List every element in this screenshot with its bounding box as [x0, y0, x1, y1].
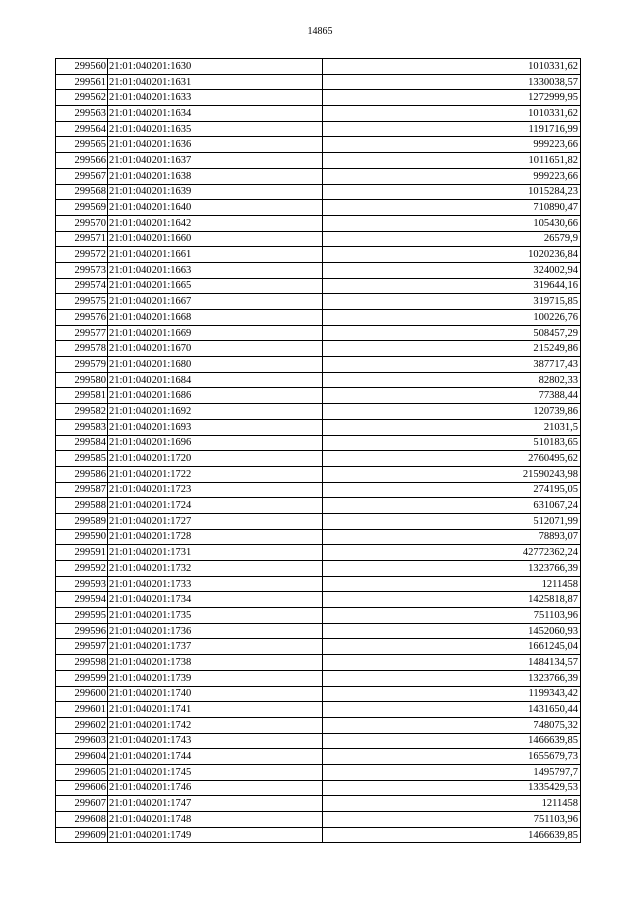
- cadastral-value-cell: 274195,05: [323, 482, 581, 498]
- cadastral-value-cell: 1272999,95: [323, 90, 581, 106]
- cadastral-number-cell: 21:01:040201:1638: [108, 168, 323, 184]
- cadastral-value-cell: 1425818,87: [323, 592, 581, 608]
- cadastral-number-cell: 21:01:040201:1749: [108, 827, 323, 843]
- cadastral-number-cell: 21:01:040201:1634: [108, 106, 323, 122]
- cadastral-number-cell: 21:01:040201:1669: [108, 325, 323, 341]
- cadastral-value-cell: 1335429,53: [323, 780, 581, 796]
- row-number-cell: 299571: [56, 231, 108, 247]
- row-number-cell: 299560: [56, 59, 108, 75]
- table-row: [56, 294, 581, 310]
- row-number-cell: 299561: [56, 74, 108, 90]
- cadastral-value-cell: 1323766,39: [323, 561, 581, 577]
- row-number-cell: 299566: [56, 153, 108, 169]
- cadastral-number-cell: 21:01:040201:1727: [108, 513, 323, 529]
- table-row: [56, 466, 581, 482]
- cadastral-value-cell: 1211458: [323, 796, 581, 812]
- table-row: [56, 592, 581, 608]
- cadastral-value-cell: 748075,32: [323, 717, 581, 733]
- row-number-cell: 299597: [56, 639, 108, 655]
- cadastral-value-cell: 78893,07: [323, 529, 581, 545]
- row-number-cell: 299587: [56, 482, 108, 498]
- row-number-cell: 299601: [56, 702, 108, 718]
- cadastral-value-cell: 510183,65: [323, 435, 581, 451]
- cadastral-number-cell: 21:01:040201:1733: [108, 576, 323, 592]
- cadastral-number-cell: 21:01:040201:1668: [108, 310, 323, 326]
- cadastral-value-cell: 1010331,62: [323, 106, 581, 122]
- cadastral-number-cell: 21:01:040201:1684: [108, 372, 323, 388]
- row-number-cell: 299608: [56, 812, 108, 828]
- cadastral-value-cell: 2760495,62: [323, 451, 581, 467]
- cadastral-value-cell: 751103,96: [323, 608, 581, 624]
- row-number-cell: 299600: [56, 686, 108, 702]
- table-row: [56, 341, 581, 357]
- cadastral-value-cell: 77388,44: [323, 388, 581, 404]
- table-row: [56, 247, 581, 263]
- table-row: [56, 215, 581, 231]
- cadastral-number-cell: 21:01:040201:1728: [108, 529, 323, 545]
- table-row: [56, 435, 581, 451]
- cadastral-number-cell: 21:01:040201:1686: [108, 388, 323, 404]
- row-number-cell: 299595: [56, 608, 108, 624]
- table-row: [56, 325, 581, 341]
- cadastral-value-cell: 512071,99: [323, 513, 581, 529]
- table-row: [56, 59, 581, 75]
- cadastral-value-cell: 21031,5: [323, 419, 581, 435]
- row-number-cell: 299574: [56, 278, 108, 294]
- cadastral-number-cell: 21:01:040201:1670: [108, 341, 323, 357]
- cadastral-value-cell: 999223,66: [323, 137, 581, 153]
- cadastral-value-cell: 508457,29: [323, 325, 581, 341]
- cadastral-value-cell: 100226,76: [323, 310, 581, 326]
- cadastral-number-cell: 21:01:040201:1640: [108, 200, 323, 216]
- table-row: [56, 608, 581, 624]
- row-number-cell: 299572: [56, 247, 108, 263]
- table-row: [56, 764, 581, 780]
- table-row: [56, 184, 581, 200]
- cadastral-value-cell: 319644,16: [323, 278, 581, 294]
- cadastral-value-cell: 105430,66: [323, 215, 581, 231]
- table-body: [56, 59, 581, 843]
- cadastral-number-cell: 21:01:040201:1724: [108, 498, 323, 514]
- table-row: [56, 278, 581, 294]
- row-number-cell: 299564: [56, 121, 108, 137]
- row-number-cell: 299583: [56, 419, 108, 435]
- cadastral-number-cell: 21:01:040201:1731: [108, 545, 323, 561]
- table-row: [56, 639, 581, 655]
- table-row: [56, 137, 581, 153]
- cadastral-value-cell: 21590243,98: [323, 466, 581, 482]
- cadastral-number-cell: 21:01:040201:1692: [108, 404, 323, 420]
- table-row: [56, 513, 581, 529]
- cadastral-number-cell: 21:01:040201:1743: [108, 733, 323, 749]
- cadastral-value-cell: 1330038,57: [323, 74, 581, 90]
- cadastral-value-cell: 1199343,42: [323, 686, 581, 702]
- table-row: [56, 529, 581, 545]
- row-number-cell: 299591: [56, 545, 108, 561]
- cadastral-number-cell: 21:01:040201:1636: [108, 137, 323, 153]
- cadastral-value-cell: 751103,96: [323, 812, 581, 828]
- cadastral-number-cell: 21:01:040201:1735: [108, 608, 323, 624]
- row-number-cell: 299606: [56, 780, 108, 796]
- cadastral-number-cell: 21:01:040201:1736: [108, 623, 323, 639]
- row-number-cell: 299607: [56, 796, 108, 812]
- table-row: [56, 357, 581, 373]
- cadastral-number-cell: 21:01:040201:1744: [108, 749, 323, 765]
- cadastral-number-cell: 21:01:040201:1748: [108, 812, 323, 828]
- cadastral-value-cell: 1011651,82: [323, 153, 581, 169]
- cadastral-number-cell: 21:01:040201:1747: [108, 796, 323, 812]
- table-row: [56, 498, 581, 514]
- table-row: [56, 231, 581, 247]
- row-number-cell: 299586: [56, 466, 108, 482]
- row-number-cell: 299603: [56, 733, 108, 749]
- cadastral-value-cell: 215249,86: [323, 341, 581, 357]
- cadastral-number-cell: 21:01:040201:1630: [108, 59, 323, 75]
- table-row: [56, 561, 581, 577]
- cadastral-number-cell: 21:01:040201:1742: [108, 717, 323, 733]
- cadastral-value-cell: 82802,33: [323, 372, 581, 388]
- row-number-cell: 299602: [56, 717, 108, 733]
- cadastral-value-cell: 324002,94: [323, 262, 581, 278]
- row-number-cell: 299573: [56, 262, 108, 278]
- table-row: [56, 576, 581, 592]
- table-row: [56, 168, 581, 184]
- table-row: [56, 262, 581, 278]
- cadastral-value-cell: 1484134,57: [323, 655, 581, 671]
- row-number-cell: 299565: [56, 137, 108, 153]
- table-row: [56, 451, 581, 467]
- cadastral-number-cell: 21:01:040201:1631: [108, 74, 323, 90]
- cadastral-number-cell: 21:01:040201:1663: [108, 262, 323, 278]
- row-number-cell: 299596: [56, 623, 108, 639]
- cadastral-value-cell: 26579,9: [323, 231, 581, 247]
- table-row: [56, 90, 581, 106]
- row-number-cell: 299567: [56, 168, 108, 184]
- cadastral-number-cell: 21:01:040201:1633: [108, 90, 323, 106]
- row-number-cell: 299562: [56, 90, 108, 106]
- cadastral-value-cell: 1466639,85: [323, 827, 581, 843]
- cadastral-value-cell: 1661245,04: [323, 639, 581, 655]
- cadastral-number-cell: 21:01:040201:1741: [108, 702, 323, 718]
- cadastral-number-cell: 21:01:040201:1738: [108, 655, 323, 671]
- cadastral-number-cell: 21:01:040201:1639: [108, 184, 323, 200]
- row-number-cell: 299589: [56, 513, 108, 529]
- table-row: [56, 310, 581, 326]
- table-row: [56, 482, 581, 498]
- cadastral-number-cell: 21:01:040201:1635: [108, 121, 323, 137]
- cadastral-number-cell: 21:01:040201:1642: [108, 215, 323, 231]
- cadastral-number-cell: 21:01:040201:1732: [108, 561, 323, 577]
- table-row: [56, 686, 581, 702]
- cadastral-value-cell: 1452060,93: [323, 623, 581, 639]
- table-row: [56, 121, 581, 137]
- row-number-cell: 299569: [56, 200, 108, 216]
- table-row: [56, 623, 581, 639]
- cadastral-number-cell: 21:01:040201:1745: [108, 764, 323, 780]
- cadastral-value-cell: 710890,47: [323, 200, 581, 216]
- table-row: [56, 404, 581, 420]
- row-number-cell: 299598: [56, 655, 108, 671]
- cadastral-number-cell: 21:01:040201:1693: [108, 419, 323, 435]
- row-number-cell: 299577: [56, 325, 108, 341]
- table-row: [56, 827, 581, 843]
- table-row: [56, 545, 581, 561]
- table-row: [56, 106, 581, 122]
- cadastral-value-cell: 1495797,7: [323, 764, 581, 780]
- row-number-cell: 299588: [56, 498, 108, 514]
- cadastral-number-cell: 21:01:040201:1660: [108, 231, 323, 247]
- cadastral-value-cell: 1015284,23: [323, 184, 581, 200]
- cadastral-number-cell: 21:01:040201:1746: [108, 780, 323, 796]
- cadastral-value-cell: 999223,66: [323, 168, 581, 184]
- row-number-cell: 299563: [56, 106, 108, 122]
- table-row: [56, 419, 581, 435]
- cadastral-value-cell: 1431650,44: [323, 702, 581, 718]
- table-row: [56, 372, 581, 388]
- cadastral-value-cell: 1191716,99: [323, 121, 581, 137]
- cadastral-number-cell: 21:01:040201:1722: [108, 466, 323, 482]
- cadastral-value-cell: 1010331,62: [323, 59, 581, 75]
- row-number-cell: 299578: [56, 341, 108, 357]
- cadastral-number-cell: 21:01:040201:1696: [108, 435, 323, 451]
- table-row: [56, 74, 581, 90]
- cadastral-number-cell: 21:01:040201:1667: [108, 294, 323, 310]
- cadastral-value-cell: 387717,43: [323, 357, 581, 373]
- row-number-cell: 299609: [56, 827, 108, 843]
- cadastral-number-cell: 21:01:040201:1737: [108, 639, 323, 655]
- row-number-cell: 299590: [56, 529, 108, 545]
- cadastral-value-cell: 1655679,73: [323, 749, 581, 765]
- row-number-cell: 299593: [56, 576, 108, 592]
- table-row: [56, 200, 581, 216]
- cadastral-number-cell: 21:01:040201:1740: [108, 686, 323, 702]
- row-number-cell: 299604: [56, 749, 108, 765]
- row-number-cell: 299584: [56, 435, 108, 451]
- table-row: [56, 655, 581, 671]
- cadastral-value-cell: 120739,86: [323, 404, 581, 420]
- cadastral-number-cell: 21:01:040201:1720: [108, 451, 323, 467]
- row-number-cell: 299575: [56, 294, 108, 310]
- row-number-cell: 299580: [56, 372, 108, 388]
- table-row: [56, 780, 581, 796]
- cadastral-number-cell: 21:01:040201:1739: [108, 670, 323, 686]
- row-number-cell: 299605: [56, 764, 108, 780]
- row-number-cell: 299579: [56, 357, 108, 373]
- cadastral-number-cell: 21:01:040201:1661: [108, 247, 323, 263]
- table-row: [56, 702, 581, 718]
- page-number: 14865: [307, 26, 333, 37]
- table-row: [56, 670, 581, 686]
- row-number-cell: 299582: [56, 404, 108, 420]
- table-row: [56, 812, 581, 828]
- row-number-cell: 299576: [56, 310, 108, 326]
- cadastral-value-cell: 1020236,84: [323, 247, 581, 263]
- cadastral-number-cell: 21:01:040201:1723: [108, 482, 323, 498]
- cadastral-number-cell: 21:01:040201:1680: [108, 357, 323, 373]
- row-number-cell: 299581: [56, 388, 108, 404]
- table-row: [56, 717, 581, 733]
- table-row: [56, 796, 581, 812]
- cadastral-value-cell: 1211458: [323, 576, 581, 592]
- cadastral-value-cell: 42772362,24: [323, 545, 581, 561]
- cadastral-number-cell: 21:01:040201:1637: [108, 153, 323, 169]
- cadastral-number-cell: 21:01:040201:1734: [108, 592, 323, 608]
- row-number-cell: 299570: [56, 215, 108, 231]
- cadastral-value-cell: 1466639,85: [323, 733, 581, 749]
- row-number-cell: 299599: [56, 670, 108, 686]
- cadastral-value-cell: 319715,85: [323, 294, 581, 310]
- row-number-cell: 299594: [56, 592, 108, 608]
- row-number-cell: 299585: [56, 451, 108, 467]
- cadastral-value-cell: 1323766,39: [323, 670, 581, 686]
- row-number-cell: 299568: [56, 184, 108, 200]
- table-row: [56, 749, 581, 765]
- row-number-cell: 299592: [56, 561, 108, 577]
- cadastral-value-cell: 631067,24: [323, 498, 581, 514]
- table-row: [56, 153, 581, 169]
- table-row: [56, 733, 581, 749]
- cadastral-value-table: [55, 58, 581, 843]
- cadastral-number-cell: 21:01:040201:1665: [108, 278, 323, 294]
- table-row: [56, 388, 581, 404]
